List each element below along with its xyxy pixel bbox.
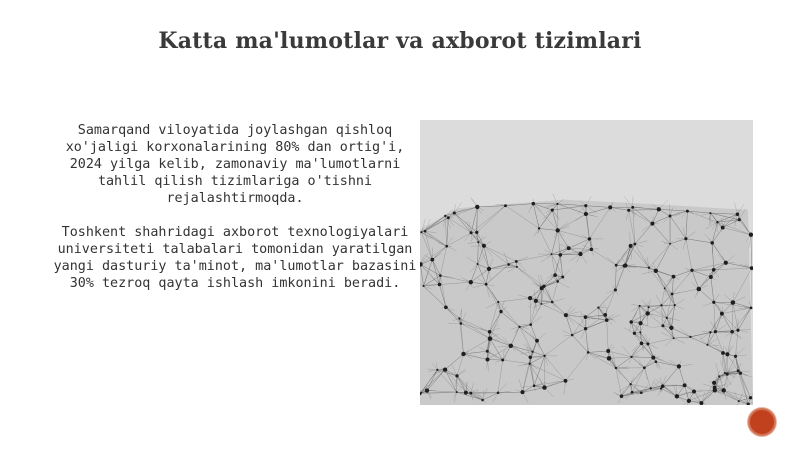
slide-title: Katta ma'lumotlar va axborot tizimlari [158, 28, 642, 54]
next-slide-icon[interactable] [748, 408, 776, 436]
paragraph-1: Samarqand viloyatida joylashgan qishloq xo'jaligi korxonalarining 80% dan ortig'i, 2024 yilga kelib, zamonaviy ma'lumotlarni tahlil qilish tizimlariga o'tishni rejalashtirmoqda. [65, 123, 405, 206]
slide-body [50, 122, 420, 309]
paragraph-2: Toshkent shahridagi axborot texnologiyalari universiteti talabalari tomonidan yaratilgan yangi dasturiy ta'minot, ma'lumotlar bazasini 30% tezroq qayta ishlash imkonini beradi. [53, 225, 417, 291]
network-mesh-image [420, 120, 753, 405]
